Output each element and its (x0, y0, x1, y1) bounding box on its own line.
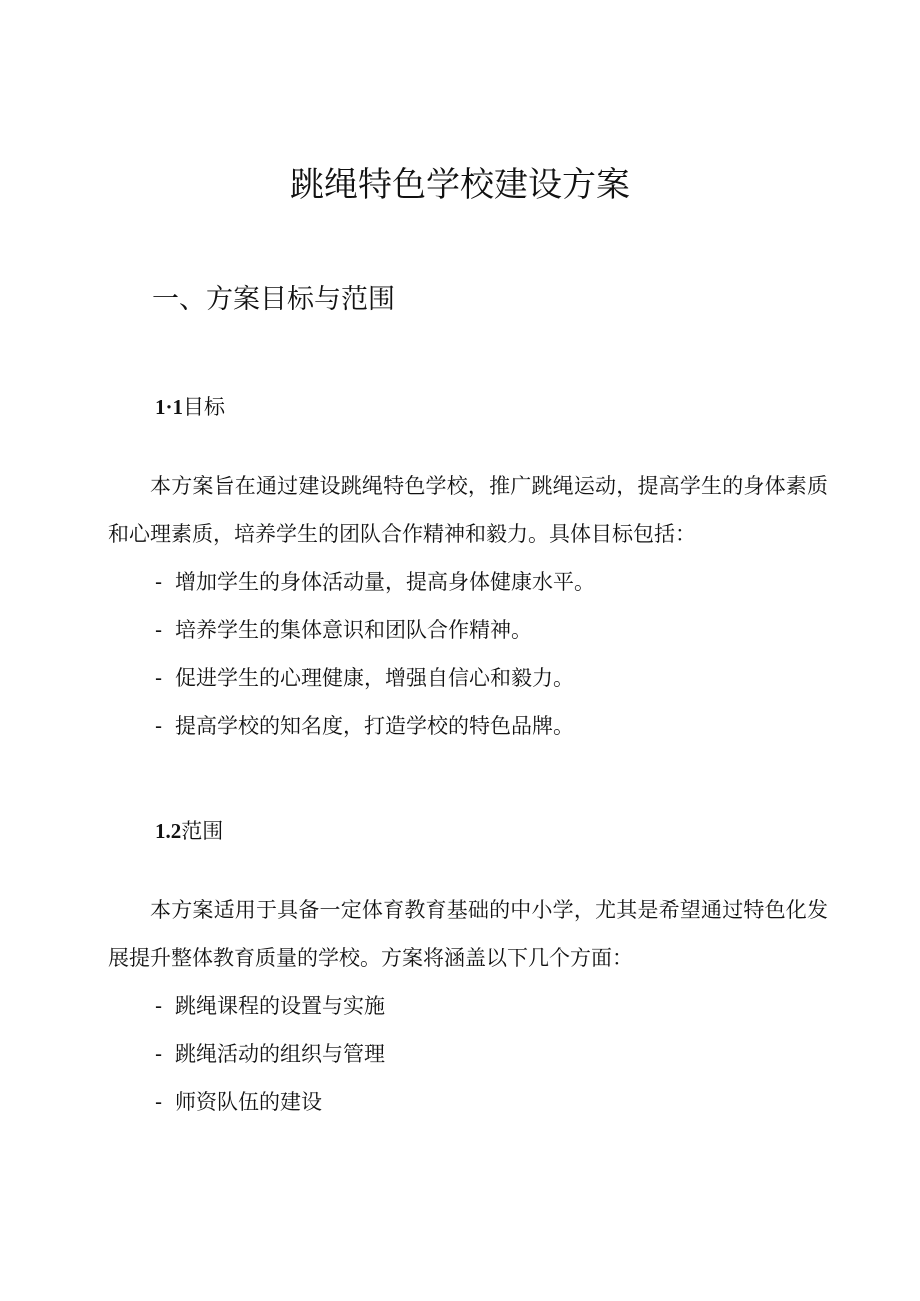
bullet-dash: - (155, 666, 163, 690)
subsection-number: 1·1 (155, 395, 184, 419)
section-heading-1: 一、方案目标与范围 (152, 284, 395, 315)
subsection-title: 目标 (183, 395, 226, 419)
list-item: - 增加学生的身体活动量，提高身体健康水平。 (155, 558, 595, 606)
subsection-title: 范围 (181, 819, 224, 843)
bullet-dash: - (155, 1042, 163, 1066)
list-item: - 师资队伍的建设 (155, 1078, 385, 1126)
goal-paragraph: 本方案旨在通过建设跳绳特色学校，推广跳绳运动，提高学生的身体素质和心理素质，培养学生的团队合作精神和毅力。具体目标包括： (108, 474, 828, 546)
bullet-dash: - (155, 1090, 163, 1114)
list-item: - 跳绳活动的组织与管理 (155, 1030, 385, 1078)
subsection-number: 1.2 (155, 819, 182, 843)
scope-paragraph: 本方案适用于具备一定体育教育基础的中小学，尤其是希望通过特色化发展提升整体教育质量的学校。方案将涵盖以下几个方面： (108, 898, 828, 970)
subsection-heading-1-1 (155, 392, 225, 422)
goal-list (155, 558, 595, 750)
document-title: 跳绳特色学校建设方案 (290, 165, 630, 205)
bullet-dash: - (155, 714, 163, 738)
list-item: - 促进学生的心理健康，增强自信心和毅力。 (155, 654, 595, 702)
subsection-heading-1-2 (155, 816, 223, 846)
scope-list (155, 982, 385, 1126)
list-item: - 跳绳课程的设置与实施 (155, 982, 385, 1030)
list-item: - 提高学校的知名度，打造学校的特色品牌。 (155, 702, 595, 750)
bullet-dash: - (155, 618, 163, 642)
list-item: - 培养学生的集体意识和团队合作精神。 (155, 606, 595, 654)
bullet-dash: - (155, 994, 163, 1018)
bullet-dash: - (155, 570, 163, 594)
